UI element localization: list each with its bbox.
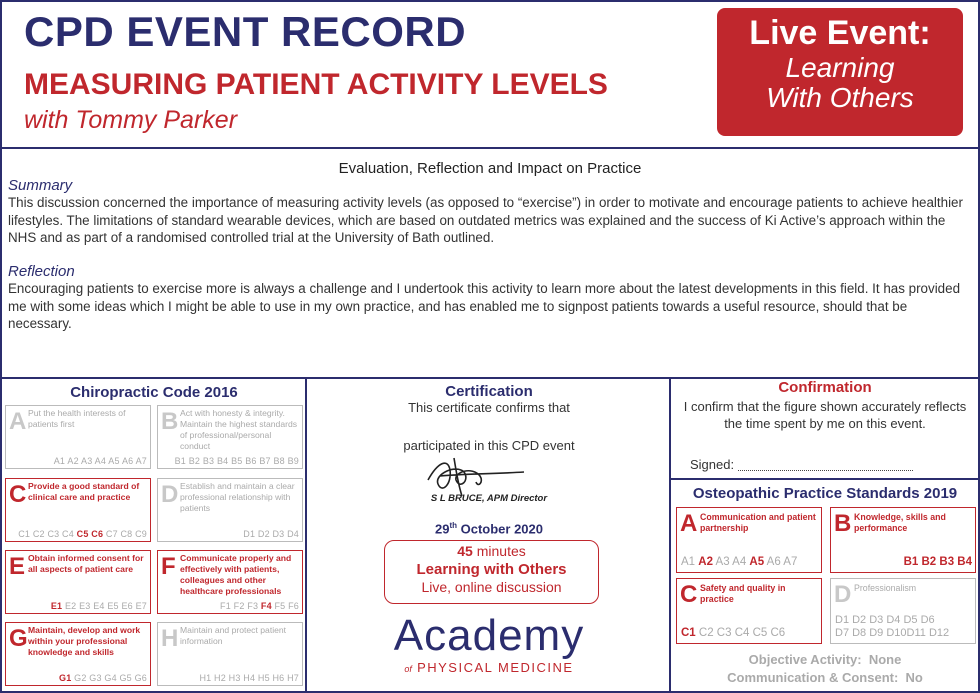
osteo-box-b	[830, 507, 976, 573]
osteo-desc-a: Communication and patient partnership	[700, 512, 816, 533]
chiro-letter-h: H	[161, 625, 179, 652]
duration-number: 45	[457, 543, 473, 559]
chiro-box-f	[157, 550, 303, 614]
event-title: MEASURING PATIENT ACTIVITY LEVELS	[24, 68, 608, 101]
chiro-letter-c: C	[9, 481, 27, 508]
summary-text: This discussion concerned the importance of measuring activity levels (as opposed to “exercise”) in order to motivate and encourage patients to achieve healthier lifestyles. The limitations of standard wearable devices, which are based on outdated metrics was explained and the success of Ki Active’s approach within the NHS and as part of a randomised controlled trial at the University of Bath outlined.	[8, 195, 963, 245]
chiro-codes-c: C1 C2 C3 C4 C5 C6 C7 C8 C9	[18, 529, 147, 539]
chiro-letter-f: F	[161, 553, 176, 580]
osteo-letter-a: A	[680, 510, 698, 537]
live-event-badge	[717, 8, 963, 136]
chiro-codes-e: E1 E2 E3 E4 E5 E6 E7	[50, 601, 147, 611]
chiro-codes-a: A1 A2 A3 A4 A5 A6 A7	[53, 456, 147, 466]
signature-line[interactable]	[738, 470, 913, 471]
osteo-desc-d: Professionalism	[854, 583, 917, 593]
presenter-name: with Tommy Parker	[24, 106, 238, 134]
date-month-year: October 2020	[457, 521, 544, 537]
osteo-codes-a: A1 A2 A3 A4 A5 A6 A7	[681, 556, 798, 568]
chiro-codes-f: F1 F2 F3 F4 F5 F6	[220, 601, 299, 611]
date-suffix: th	[449, 521, 458, 530]
chiro-desc-e: Obtain informed consent for all aspects of patient care	[28, 553, 144, 574]
chiro-code-heading: Chiropractic Code 2016	[70, 384, 238, 401]
chiro-box-h	[157, 622, 303, 686]
chiro-desc-c: Provide a good standard of clinical care and practice	[28, 481, 140, 502]
comm-value: No	[905, 670, 923, 685]
objective-label: Objective Activity:	[748, 652, 862, 667]
signed-label: Signed:	[690, 457, 735, 472]
duration-box	[384, 540, 599, 604]
objective-activity	[672, 652, 978, 667]
communication-consent	[672, 670, 978, 685]
divider-top	[0, 147, 980, 149]
duration	[385, 543, 598, 559]
event-format: Live, online discussion	[421, 579, 562, 595]
chiro-desc-g: Maintain, develop and work within your professional knowledge and skills	[28, 625, 141, 657]
osteo-codes-b: B1 B2 B3 B4	[903, 556, 972, 568]
event-date	[308, 521, 670, 536]
logo-subtitle	[308, 660, 670, 675]
osteo-box-a	[676, 507, 822, 573]
reflection-text: Encouraging patients to exercise more is always a challenge and I undertook this activity to learn more about the latest developments in this field. It has provided me with some ideas which I might be able to use in my own practice, and has enabled me to signpost patients towards a useful resource, should that be necessary.	[8, 281, 961, 331]
certification-line-1: This certificate confirms that	[408, 400, 570, 415]
osteo-desc-b: Knowledge, skills and performance	[854, 512, 946, 533]
chiro-desc-a: Put the health interests of patients first	[28, 408, 126, 429]
academy-logo	[308, 611, 670, 675]
chiro-letter-b: B	[161, 408, 179, 435]
logo-wordmark: Academy	[393, 611, 585, 660]
osteo-codes-d: D1 D2 D3 D4 D5 D6 D7 D8 D9 D10D11 D12	[835, 614, 950, 639]
chiro-box-b	[157, 405, 303, 469]
reflection-label: Reflection	[8, 263, 75, 280]
osteo-letter-b: B	[834, 510, 852, 537]
objective-value: None	[868, 652, 902, 667]
chiro-letter-e: E	[9, 553, 26, 580]
confirmation-heading: Confirmation	[778, 379, 872, 396]
chiro-codes-d: D1 D2 D3 D4	[243, 529, 299, 539]
evaluation-heading: Evaluation, Reflection and Impact on Practice	[338, 160, 642, 177]
logo-physical-medicine: PHYSICAL MEDICINE	[417, 660, 574, 675]
director-signature	[420, 450, 530, 498]
chiro-box-e	[5, 550, 151, 614]
chiro-codes-g: G1 G2 G3 G4 G5 G6	[59, 673, 147, 683]
summary-label: Summary	[8, 177, 73, 194]
badge-line-2: Learning	[785, 52, 895, 83]
page-title: CPD EVENT RECORD	[24, 8, 467, 55]
osteo-letter-d: D	[834, 581, 852, 608]
chiro-box-g	[5, 622, 151, 686]
osteo-standards-heading: Osteopathic Practice Standards 2019	[692, 485, 958, 502]
comm-label: Communication & Consent:	[727, 670, 899, 685]
osteo-box-d	[830, 578, 976, 644]
event-name: Learning with Others	[416, 561, 567, 578]
chiro-letter-d: D	[161, 481, 179, 508]
signatory-name: S L BRUCE, APM Director	[430, 493, 548, 504]
chiro-desc-b: Act with honesty & integrity. Maintain the highest standards of professional/personal conduct	[180, 408, 298, 451]
certification-heading: Certification	[445, 383, 533, 400]
chiro-box-a	[5, 405, 151, 469]
certification-line-2: participated in this CPD event	[403, 438, 575, 453]
chiro-box-d	[157, 478, 303, 542]
chiro-letter-a: A	[9, 408, 27, 435]
logo-of: of	[404, 664, 412, 674]
badge-line-3: With Others	[766, 82, 914, 113]
chiro-desc-d: Establish and maintain a clear professional relationship with patients	[180, 481, 295, 513]
osteo-desc-c: Safety and quality in practice	[700, 583, 786, 604]
chiro-box-c	[5, 478, 151, 542]
duration-unit: minutes	[472, 543, 526, 559]
divider-osteo	[669, 478, 980, 480]
chiro-codes-b: B1 B2 B3 B4 B5 B6 B7 B8 B9	[174, 456, 299, 466]
column-divider-left	[305, 379, 307, 693]
osteo-box-c	[676, 578, 822, 644]
osteo-codes-c: C1 C2 C3 C4 C5 C6	[681, 627, 786, 639]
chiro-desc-h: Maintain and protect patient information	[180, 625, 287, 646]
date-day: 29	[434, 521, 450, 537]
confirmation-text: I confirm that the figure shown accurately reflects the time spent by me on this event.	[683, 399, 967, 431]
osteo-letter-c: C	[680, 581, 698, 608]
badge-line-1: Live Event:	[749, 14, 931, 52]
chiro-desc-f: Communicate properly and effectively with patients, colleagues and other healthcare professionals	[180, 553, 292, 596]
chiro-letter-g: G	[9, 625, 28, 652]
chiro-codes-h: H1 H2 H3 H4 H5 H6 H7	[199, 673, 299, 683]
